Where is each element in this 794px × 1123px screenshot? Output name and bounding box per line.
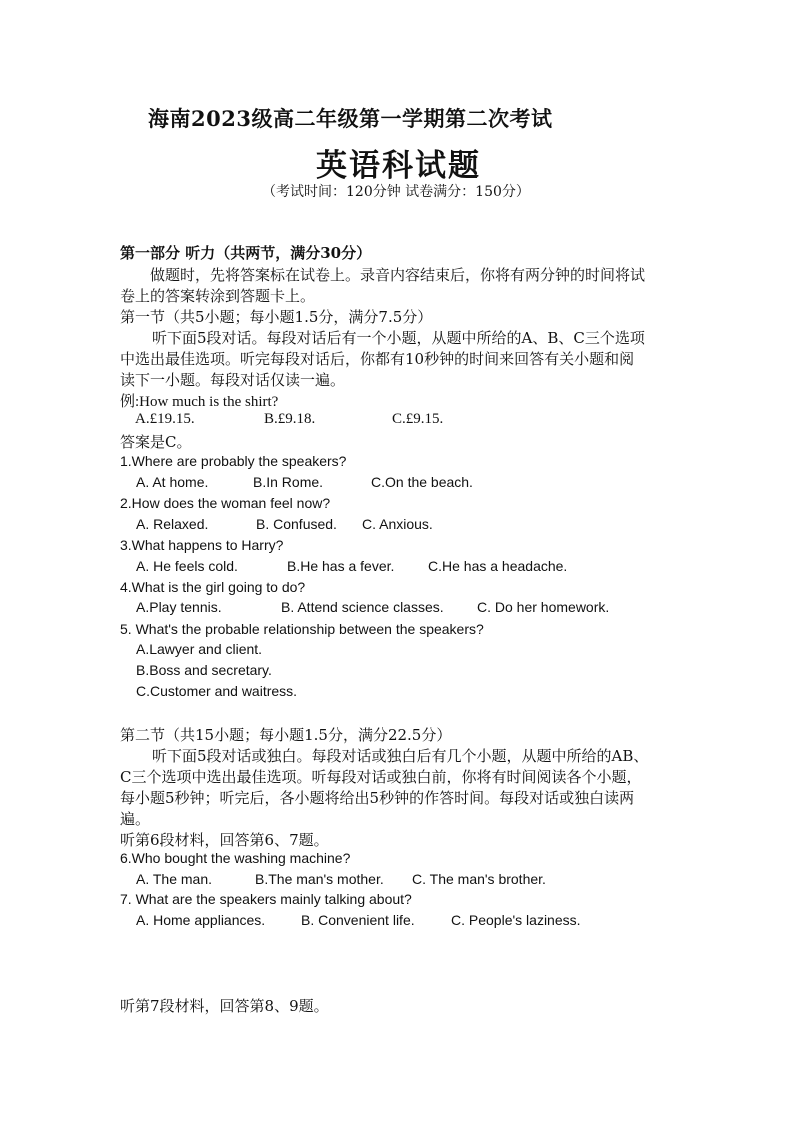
part1-heading: 第一部分 听力（共两节，满分30分） [120,244,372,262]
example-question: 例:How much is the shirt? [120,394,279,410]
question-6: 6.Who bought the washing machine? [120,850,351,866]
question-7: 7. What are the speakers mainly talking about? [120,891,412,907]
question-3-option-b: B.He has a fever. [287,558,395,574]
section1-desc-line1: 听下面5段对话。每段对话后有一个小题，从题中所给的A、B、C三个选项 [152,329,645,347]
section1-desc-line2: 中选出最佳选项。听完每段对话后，你都有10秒钟的时间来回答有关小题和阅 [120,350,635,368]
question-1-option-c: C.On the beach. [371,474,473,490]
question-2-option-b: B. Confused. [256,516,337,532]
part1-instructions-line1: 做题时，先将答案标在试卷上。录音内容结束后，你将有两分钟的时间将试 [150,266,646,284]
example-option-a: A.£19.15. [135,411,195,427]
section2-desc-line2: C三个选项中选出最佳选项。听每段对话或独白前，你将有时间阅读各个小题， [120,768,642,786]
question-6-option-a: A. The man. [136,871,213,887]
question-2-option-a: A. Relaxed. [136,516,209,532]
example-option-b: B.£9.18. [264,411,316,427]
section1-heading: 第一节（共5小题；每小题1.5分，满分7.5分） [120,308,433,326]
question-5-option-b: B.Boss and secretary. [136,662,272,678]
subject-title: 英语科试题 [316,148,481,184]
question-6-option-b: B.The man's mother. [255,871,384,887]
section2-desc-line3: 每小题5秒钟；听完后，各小题将给出5秒钟的作答时间。每段对话或独白读两 [120,789,635,807]
question-7-option-b: B. Convenient life. [301,912,415,928]
question-4-option-b: B. Attend science classes. [281,599,444,615]
question-1-option-b: B.In Rome. [253,474,324,490]
material-7-label: 听第7段材料，回答第8、9题。 [120,997,329,1015]
question-5: 5. What's the probable relationship between the speakers? [120,621,484,637]
material-6-label: 听第6段材料，回答第6、7题。 [120,831,329,849]
section2-desc-line1: 听下面5段对话或独白。每段对话或独白后有几个小题，从题中所给的AB、 [152,747,649,765]
question-7-option-a: A. Home appliances. [136,912,266,928]
question-3-option-a: A. He feels cold. [136,558,238,574]
question-4-option-c: C. Do her homework. [477,599,610,615]
section1-desc-line3: 读下一小题。每段对话仅读一遍。 [120,371,346,389]
question-1-option-a: A. At home. [136,474,209,490]
example-option-c: C.£9.15. [392,411,444,427]
question-2: 2.How does the woman feel now? [120,495,331,511]
question-1: 1.Where are probably the speakers? [120,453,347,469]
question-3: 3.What happens to Harry? [120,537,284,553]
question-3-option-c: C.He has a headache. [428,558,568,574]
part1-instructions-line2: 卷上的答案转涂到答题卡上。 [120,287,316,305]
section2-desc-line4: 遍。 [120,810,151,828]
question-2-option-c: C. Anxious. [362,516,433,532]
exam-title: 海南2023级高二年级第一学期第二次考试 [148,106,553,131]
example-answer: 答案是C。 [120,433,192,451]
section2-heading: 第二节（共15小题；每小题1.5分，满分22.5分） [120,726,452,744]
question-5-option-c: C.Customer and waitress. [136,683,298,699]
question-6-option-c: C. The man's brother. [412,871,546,887]
question-5-option-a: A.Lawyer and client. [136,641,263,657]
exam-info: （考试时间：120分钟 试卷满分：150分） [262,184,530,200]
question-7-option-c: C. People's laziness. [451,912,581,928]
question-4: 4.What is the girl going to do? [120,579,306,595]
question-4-option-a: A.Play tennis. [136,599,222,615]
